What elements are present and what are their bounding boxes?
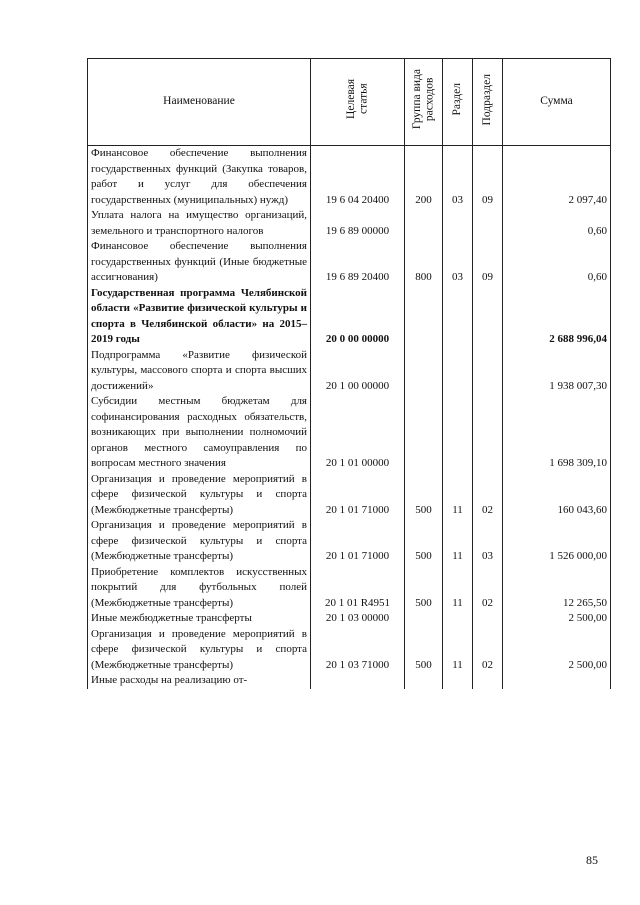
cell-code: 19 6 89 20400 [311,239,405,286]
table-row [88,348,611,395]
cell-sum: 2 688 996,04 [503,286,611,348]
cell-code: 20 1 03 00000 [311,611,405,627]
cell-group: 500 [405,518,443,565]
cell-code: 20 1 01 00000 [311,394,405,472]
cell-subsection [473,208,503,239]
cell-code: 20 1 01 R4951 [311,565,405,612]
cell-subsection: 02 [473,627,503,674]
cell-code [311,673,405,689]
cell-section: 03 [443,146,473,209]
cell-section [443,673,473,689]
cell-code: 20 1 01 71000 [311,472,405,519]
cell-group: 500 [405,472,443,519]
header-name: Наименование [88,59,311,146]
table-row [88,394,611,472]
cell-section [443,394,473,472]
cell-section [443,611,473,627]
cell-section [443,208,473,239]
table-row [88,627,611,674]
cell-sum: 1 526 000,00 [503,518,611,565]
cell-name: Организация и проведение мероприятий в сфере физической культуры и спорта (Межбюджетные трансферты) [88,518,311,565]
table-row [88,611,611,627]
cell-subsection [473,673,503,689]
cell-group: 500 [405,627,443,674]
cell-sum: 160 043,60 [503,472,611,519]
table-row [88,146,611,209]
header-section: Раздел [443,59,473,146]
cell-section: 11 [443,518,473,565]
cell-group [405,286,443,348]
cell-name: Финансовое обеспечение выполнения государственных функций (Закупка товаров, работ и услуг для обеспечения государственных (муниципальных) нужд) [88,146,311,209]
cell-sum: 0,60 [503,208,611,239]
cell-name: Финансовое обеспечение выполнения государственных функций (Иные бюджетные ассигнования) [88,239,311,286]
cell-group [405,673,443,689]
header-code: Целевая статья [311,59,405,146]
cell-name: Подпрограмма «Развитие физической культуры, массового спорта и спорта высших достижений» [88,348,311,395]
header-subsection: Подраздел [473,59,503,146]
cell-subsection: 02 [473,565,503,612]
header-group: Группа вида расходов [405,59,443,146]
cell-code: 20 0 00 00000 [311,286,405,348]
cell-group [405,611,443,627]
cell-name: Иные межбюджетные трансферты [88,611,311,627]
cell-subsection [473,348,503,395]
cell-subsection [473,611,503,627]
cell-subsection [473,286,503,348]
header-sum: Сумма [503,59,611,146]
cell-sum: 2 500,00 [503,627,611,674]
cell-subsection: 03 [473,518,503,565]
cell-name: Государственная программа Челябинской области «Развитие физической культуры и спорта в Челябинской области» на 2015–2019 годы [88,286,311,348]
cell-name: Организация и проведение мероприятий в сфере физической культуры и спорта (Межбюджетные трансферты) [88,627,311,674]
cell-subsection: 09 [473,146,503,209]
cell-name: Иные расходы на реализацию от- [88,673,311,689]
cell-code: 20 1 00 00000 [311,348,405,395]
cell-sum: 2 097,40 [503,146,611,209]
cell-code: 19 6 89 00000 [311,208,405,239]
cell-sum: 2 500,00 [503,611,611,627]
cell-sum: 1 698 309,10 [503,394,611,472]
cell-name: Уплата налога на имущество организаций, земельного и транспортного налогов [88,208,311,239]
table-row [88,239,611,286]
cell-code: 20 1 01 71000 [311,518,405,565]
cell-group: 500 [405,565,443,612]
cell-group [405,208,443,239]
table-row [88,518,611,565]
cell-section: 11 [443,565,473,612]
table-row [88,286,611,348]
cell-subsection: 02 [473,472,503,519]
cell-subsection: 09 [473,239,503,286]
cell-name: Организация и проведение мероприятий в сфере физической культуры и спорта (Межбюджетные трансферты) [88,472,311,519]
cell-name: Субсидии местным бюджетам для софинансирования расходных обязательств, возникающих при выполнении полномочий органов местного самоуправления по вопросам местного значения [88,394,311,472]
cell-code: 19 6 04 20400 [311,146,405,209]
table-body [88,146,611,689]
cell-sum [503,673,611,689]
table-row [88,208,611,239]
table-row [88,565,611,612]
table-row [88,472,611,519]
cell-group: 200 [405,146,443,209]
cell-section [443,348,473,395]
cell-name: Приобретение комплектов искусственных покрытий для футбольных полей (Межбюджетные трансферты) [88,565,311,612]
cell-section: 11 [443,472,473,519]
cell-sum: 0,60 [503,239,611,286]
table-row [88,673,611,689]
cell-group: 800 [405,239,443,286]
cell-section: 11 [443,627,473,674]
cell-code: 20 1 03 71000 [311,627,405,674]
cell-section [443,286,473,348]
cell-subsection [473,394,503,472]
cell-sum: 12 265,50 [503,565,611,612]
cell-group [405,348,443,395]
budget-table [87,58,611,689]
cell-group [405,394,443,472]
cell-sum: 1 938 007,30 [503,348,611,395]
page-number: 85 [586,853,598,867]
table-header-row [88,59,611,146]
cell-section: 03 [443,239,473,286]
